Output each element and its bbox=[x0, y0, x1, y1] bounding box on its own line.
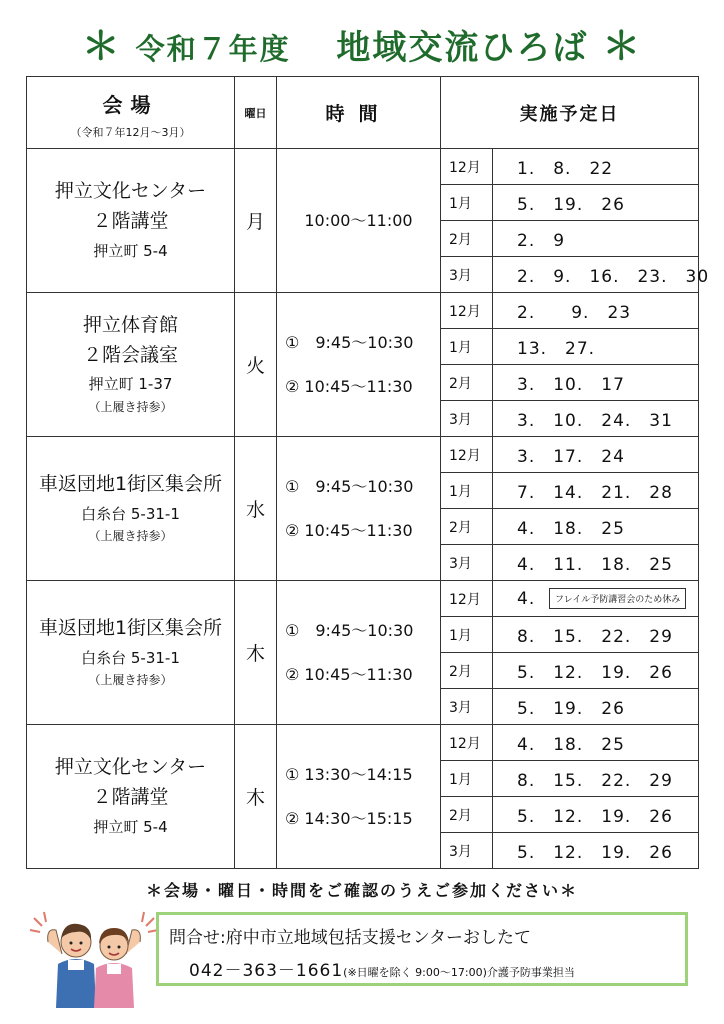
dates-text: 5. 12. 19. 26 bbox=[517, 663, 673, 683]
dates-cell bbox=[493, 833, 699, 869]
month-cell: 3月 bbox=[441, 545, 493, 581]
dates-cell bbox=[493, 761, 699, 797]
venue-note: （上履き持参） bbox=[88, 400, 173, 415]
dates-cell bbox=[493, 617, 699, 653]
month-cell: 12月 bbox=[441, 581, 493, 617]
month-cell: 2月 bbox=[441, 509, 493, 545]
dates-cell bbox=[493, 437, 699, 473]
venue-cell bbox=[27, 725, 235, 869]
dates-text: 13. 27. bbox=[517, 339, 596, 359]
contact-phone-line bbox=[169, 956, 675, 981]
dates-cell bbox=[493, 365, 699, 401]
venue-address: 押立町 5-4 bbox=[93, 817, 168, 836]
page-title bbox=[0, 20, 724, 72]
dates-cell bbox=[493, 401, 699, 437]
venue-room: ２階講堂 bbox=[92, 210, 169, 233]
month-cell: 3月 bbox=[441, 689, 493, 725]
month-cell: 1月 bbox=[441, 761, 493, 797]
month-cell: 12月 bbox=[441, 149, 493, 185]
dates-text: 4. 18. 25 bbox=[517, 735, 625, 755]
time-slot: ① 9:45～10:30 bbox=[285, 620, 414, 640]
cancellation-note: フレイル予防講習会のため休み bbox=[549, 588, 686, 609]
dates-cell bbox=[493, 149, 699, 185]
dates-cell bbox=[493, 509, 699, 545]
dates-text: 5. 19. 26 bbox=[517, 195, 625, 215]
dates-text: 3. 10. 17 bbox=[517, 375, 625, 395]
dates-text: 1. 8. 22 bbox=[517, 159, 614, 179]
schedule-row bbox=[27, 437, 699, 473]
month-cell: 3月 bbox=[441, 833, 493, 869]
dates-text: 3. 10. 24. 31 bbox=[517, 411, 673, 431]
dates-text: 2. 9. 16. 23. 30 bbox=[517, 267, 710, 287]
time-slot: ② 10:45～11:30 bbox=[285, 664, 413, 684]
contact-title: 問合せ:府中市立地域包括支援センターおしたて bbox=[169, 928, 532, 948]
month-cell: 2月 bbox=[441, 653, 493, 689]
venue-cell bbox=[27, 293, 235, 437]
contact-department: 介護予防事業担当 bbox=[486, 966, 575, 979]
header-dates: 実施予定日 bbox=[441, 77, 699, 149]
venue-address: 押立町 5-4 bbox=[93, 241, 168, 260]
venue-name: 押立体育館 bbox=[82, 313, 178, 336]
contact-phone: 042－363－1661 bbox=[189, 961, 344, 981]
time-slot: ① 13:30～14:15 bbox=[285, 764, 413, 784]
dates-cell bbox=[493, 329, 699, 365]
venue-room: ２階講堂 bbox=[92, 786, 169, 809]
day-cell: 火 bbox=[235, 293, 277, 437]
venue-name: 押立文化センター bbox=[54, 180, 207, 203]
time-slot: ② 14:30～15:15 bbox=[285, 808, 413, 828]
dates-cell bbox=[493, 581, 699, 617]
venue-cell bbox=[27, 581, 235, 725]
schedule-row bbox=[27, 725, 699, 761]
title-era: 令和７年度 bbox=[135, 32, 291, 66]
venue-name: 押立文化センター bbox=[54, 756, 207, 779]
time-slot: ② 10:45～11:30 bbox=[285, 376, 413, 396]
dates-cell bbox=[493, 185, 699, 221]
month-cell: 2月 bbox=[441, 365, 493, 401]
time-cell bbox=[277, 725, 441, 869]
venue-address: 白糸台 5-31-1 bbox=[81, 648, 180, 667]
dates-text: 8. 15. 22. 29 bbox=[517, 627, 673, 647]
day-cell: 木 bbox=[235, 581, 277, 725]
time-slot: 10:00～11:00 bbox=[304, 210, 413, 230]
month-cell: 2月 bbox=[441, 221, 493, 257]
title-star-right: ＊ bbox=[602, 24, 643, 68]
dates-text: 4. bbox=[517, 588, 536, 609]
dates-cell bbox=[493, 473, 699, 509]
contact-hours: (※日曜を除く 9:00～17:00) bbox=[343, 966, 487, 979]
venue-cell bbox=[27, 149, 235, 293]
venue-address: 白糸台 5-31-1 bbox=[81, 504, 180, 523]
time-slot: ② 10:45～11:30 bbox=[285, 520, 413, 540]
header-day: 曜日 bbox=[235, 77, 277, 149]
dates-text: 5. 12. 19. 26 bbox=[517, 807, 673, 827]
dates-text: 2. 9 bbox=[517, 231, 566, 251]
dates-cell bbox=[493, 293, 699, 329]
day-cell: 水 bbox=[235, 437, 277, 581]
header-venue bbox=[27, 77, 235, 149]
cheering-people-illustration bbox=[28, 908, 160, 1008]
venue-room: ２階会議室 bbox=[82, 343, 178, 366]
time-cell bbox=[277, 437, 441, 581]
dates-text: 5. 12. 19. 26 bbox=[517, 843, 673, 863]
month-cell: 1月 bbox=[441, 329, 493, 365]
venue-name: 車返団地1街区集会所 bbox=[38, 472, 223, 495]
dates-cell bbox=[493, 257, 710, 293]
time-cell bbox=[277, 581, 441, 725]
dates-text: 4. 18. 25 bbox=[517, 519, 625, 539]
dates-text: 2. 9. 23 bbox=[517, 303, 632, 323]
schedule-row bbox=[27, 149, 699, 185]
month-cell: 12月 bbox=[441, 437, 493, 473]
dates-text: 8. 15. 22. 29 bbox=[517, 771, 673, 791]
dates-text: 5. 19. 26 bbox=[517, 699, 625, 719]
venue-note: （上履き持参） bbox=[88, 673, 173, 688]
month-cell: 12月 bbox=[441, 293, 493, 329]
time-slot: ① 9:45～10:30 bbox=[285, 332, 414, 352]
venue-address: 押立町 1-37 bbox=[88, 375, 173, 394]
dates-cell bbox=[493, 653, 699, 689]
day-cell: 月 bbox=[235, 149, 277, 293]
header-venue-period: （令和７年12月～3月） bbox=[70, 126, 191, 139]
month-cell: 1月 bbox=[441, 617, 493, 653]
day-cell: 木 bbox=[235, 725, 277, 869]
month-cell: 12月 bbox=[441, 725, 493, 761]
schedule-body bbox=[27, 149, 710, 869]
dates-cell bbox=[493, 797, 699, 833]
dates-text: 7. 14. 21. 28 bbox=[517, 483, 673, 503]
schedule-table bbox=[26, 76, 710, 869]
title-star-left: ＊ bbox=[81, 24, 122, 68]
title-name: 地域交流ひろば bbox=[336, 28, 589, 68]
contact-box bbox=[156, 912, 688, 986]
time-cell bbox=[277, 293, 441, 437]
header-time: 時間 bbox=[277, 77, 441, 149]
dates-cell bbox=[493, 725, 699, 761]
time-cell bbox=[277, 149, 441, 293]
month-cell: 1月 bbox=[441, 473, 493, 509]
dates-cell bbox=[493, 221, 699, 257]
schedule-row bbox=[27, 293, 699, 329]
confirm-notice: ＊会場・曜日・時間をご確認のうえご参加ください＊ bbox=[145, 881, 578, 900]
month-cell: 3月 bbox=[441, 257, 493, 293]
venue-name: 車返団地1街区集会所 bbox=[38, 616, 223, 639]
dates-cell bbox=[493, 545, 699, 581]
month-cell: 2月 bbox=[441, 797, 493, 833]
venue-cell bbox=[27, 437, 235, 581]
dates-cell bbox=[493, 689, 699, 725]
month-cell: 1月 bbox=[441, 185, 493, 221]
schedule-row bbox=[27, 581, 699, 617]
header-venue-label: 会場 bbox=[102, 93, 159, 117]
dates-text: 4. 11. 18. 25 bbox=[517, 555, 673, 575]
header-row bbox=[27, 77, 699, 149]
time-slot: ① 9:45～10:30 bbox=[285, 476, 414, 496]
dates-text: 3. 17. 24 bbox=[517, 447, 625, 467]
month-cell: 3月 bbox=[441, 401, 493, 437]
venue-note: （上履き持参） bbox=[88, 529, 173, 544]
